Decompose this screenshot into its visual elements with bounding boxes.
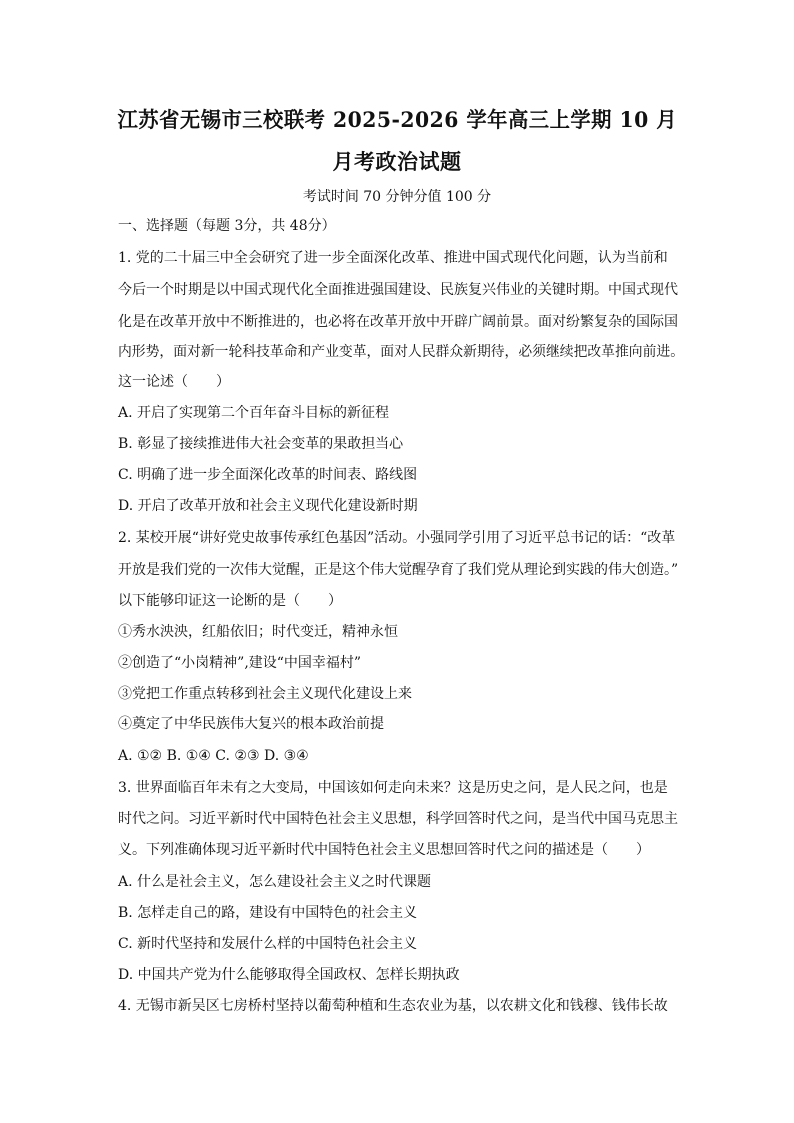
- question-1-stem-line-4: 内形势，面对新一轮科技革命和产业变革，面对人民群众新期待，必须继续把改革推向前进。: [118, 344, 685, 360]
- question-2-stem-line-2: 开放是我们党的一次伟大觉醒，正是这个伟大觉醒孕育了我们党从理论到实践的伟大创造。”: [118, 562, 679, 578]
- question-1-option-a: A. 开启了实现第二个百年奋斗目标的新征程: [118, 405, 390, 421]
- question-3-option-a: A. 什么是社会主义，怎么建设社会主义之时代课题: [118, 874, 432, 890]
- question-2-item-3: ③党把工作重点转移到社会主义现代化建设上来: [118, 686, 412, 702]
- question-1-stem-line-3: 化是在改革开放中不断推进的，也必将在改革开放中开辟广阔前景。面对纷繁复杂的国际国: [118, 314, 678, 330]
- question-2-item-1: ①秀水泱泱，红船依旧；时代变迁，精神永恒: [118, 624, 398, 640]
- question-4-stem-line-1: 4. 无锡市新吴区七房桥村坚持以葡萄种植和生态农业为基，以农耕文化和钱穆、钱伟长故: [118, 998, 668, 1014]
- question-3-stem-line-2: 时代之问。习近平新时代中国特色社会主义思想，科学回答时代之问，是当代中国马克思主: [118, 811, 678, 827]
- question-1-stem-line-2: 今后一个时期是以中国式现代化全面推进强国建设、民族复兴伟业的关键时期。中国式现代: [118, 282, 678, 298]
- exam-title-line-1: 江苏省无锡市三校联考 2025-2026 学年高三上学期 10 月: [117, 107, 677, 132]
- question-1-option-d: D. 开启了改革开放和社会主义现代化建设新时期: [118, 498, 418, 514]
- question-2-item-2: ②创造了“小岗精神”,建设“中国幸福村”: [118, 655, 362, 671]
- question-3-option-d: D. 中国共产党为什么能够取得全国政权、怎样长期执政: [118, 967, 460, 983]
- question-1-option-b: B. 彰显了接续推进伟大社会变革的果敢担当心: [118, 436, 404, 452]
- question-1-stem-line-1: 1. 党的二十届三中全会研究了进一步全面深化改革、推进中国式现代化问题，认为当前和: [118, 250, 668, 266]
- question-3-option-c: C. 新时代坚持和发展什么样的中国特色社会主义: [118, 936, 418, 952]
- question-3-stem-line-3: 义。下列准确体现习近平新时代中国特色社会主义思想回答时代之问的描述是（ ）: [118, 842, 650, 858]
- question-3-option-b: B. 怎样走自己的路，建设有中国特色的社会主义: [118, 905, 418, 921]
- question-3-stem-line-1: 3. 世界面临百年未有之大变局，中国该如何走向未来？这是历史之问，是人民之问，也是: [118, 780, 668, 796]
- exam-title-line-2: 月考政治试题: [332, 149, 462, 174]
- exam-time-and-score: 考试时间 70 分钟分值 100 分: [302, 189, 492, 205]
- question-2-options: A. ①② B. ①④ C. ②③ D. ③④: [118, 748, 309, 764]
- section-heading: 一、选择题（每题 3分，共 48分）: [118, 218, 336, 234]
- question-1-stem-line-5: 这一论述（ ）: [118, 374, 230, 390]
- question-2-stem-line-3: 以下能够印证这一论断的是（ ）: [118, 593, 342, 609]
- question-1-option-c: C. 明确了进一步全面深化改革的时间表、路线图: [118, 467, 418, 483]
- question-2-stem-line-1: 2. 某校开展“讲好党史故事传承红色基因”活动。小强同学引用了习近平总书记的话：“改革: [118, 530, 676, 546]
- question-2-item-4: ④奠定了中华民族伟大复兴的根本政治前提: [118, 716, 384, 732]
